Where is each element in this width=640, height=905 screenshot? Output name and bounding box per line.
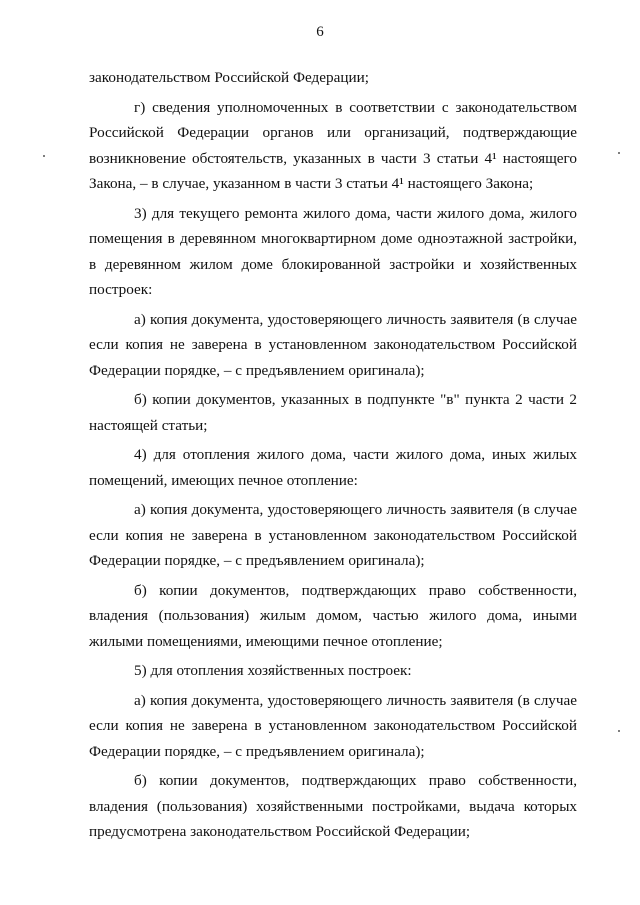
paragraph-item-4-subitem-a: а) копия документа, удостоверяющего личность заявителя (в случае если копия не заверена в установленном законодательством Российской Федерации порядке, – с предъявлением оригинала); <box>89 501 577 569</box>
paragraph-subitem-g: г) сведения уполномоченных в соответствии с законодательством Российской Федерации органов или организаций, подтверждающие возникновение обстоятельств, указанных в части 3 статьи 4¹ настоящего Закона, – в случае, указанном в части 3 статьи 4¹ настоящего Закона; <box>89 98 577 192</box>
paragraph-item-5-subitem-b: б) копии документов, подтверждающих право собственности, владения (пользования) хозяйственными постройками, выдача которых предусмотрена законодательством Российской Федерации; <box>89 772 577 840</box>
paragraph-item-3-subitem-a: а) копия документа, удостоверяющего личность заявителя (в случае если копия не заверена в установленном законодательством Российской Федерации порядке, – с предъявлением оригинала); <box>89 310 577 379</box>
paragraph-item-4: 4) для отопления жилого дома, части жилого дома, иных жилых помещений, имеющих печное отопление: <box>89 446 577 489</box>
paragraph-continuation: законодательством Российской Федерации; <box>89 69 369 86</box>
paragraph-item-5: 5) для отопления хозяйственных построек: <box>134 662 412 679</box>
page-number: 6 <box>316 24 324 40</box>
document-body <box>89 65 577 849</box>
paragraph-item-3-subitem-b: б) копии документов, указанных в подпункте "в" пункта 2 части 2 настоящей статьи; <box>89 391 577 434</box>
paragraph-item-4-subitem-b: б) копии документов, подтверждающих право собственности, владения (пользования) жилым домом, частью жилого дома, иными жилыми помещениями, имеющими печное отопление; <box>89 581 577 650</box>
scan-speck <box>43 155 45 157</box>
scan-speck <box>618 152 620 154</box>
paragraph-item-3: 3) для текущего ремонта жилого дома, части жилого дома, жилого помещения в деревянном многоквартирном доме одноэтажной застройки, в деревянном жилом доме блокированной застройки и хозяйственных построек: <box>89 204 577 298</box>
scan-speck <box>618 730 620 732</box>
paragraph-item-5-subitem-a: а) копия документа, удостоверяющего личность заявителя (в случае если копия не заверена в установленном законодательством Российской Федерации порядке, – с предъявлением оригинала); <box>89 691 577 760</box>
